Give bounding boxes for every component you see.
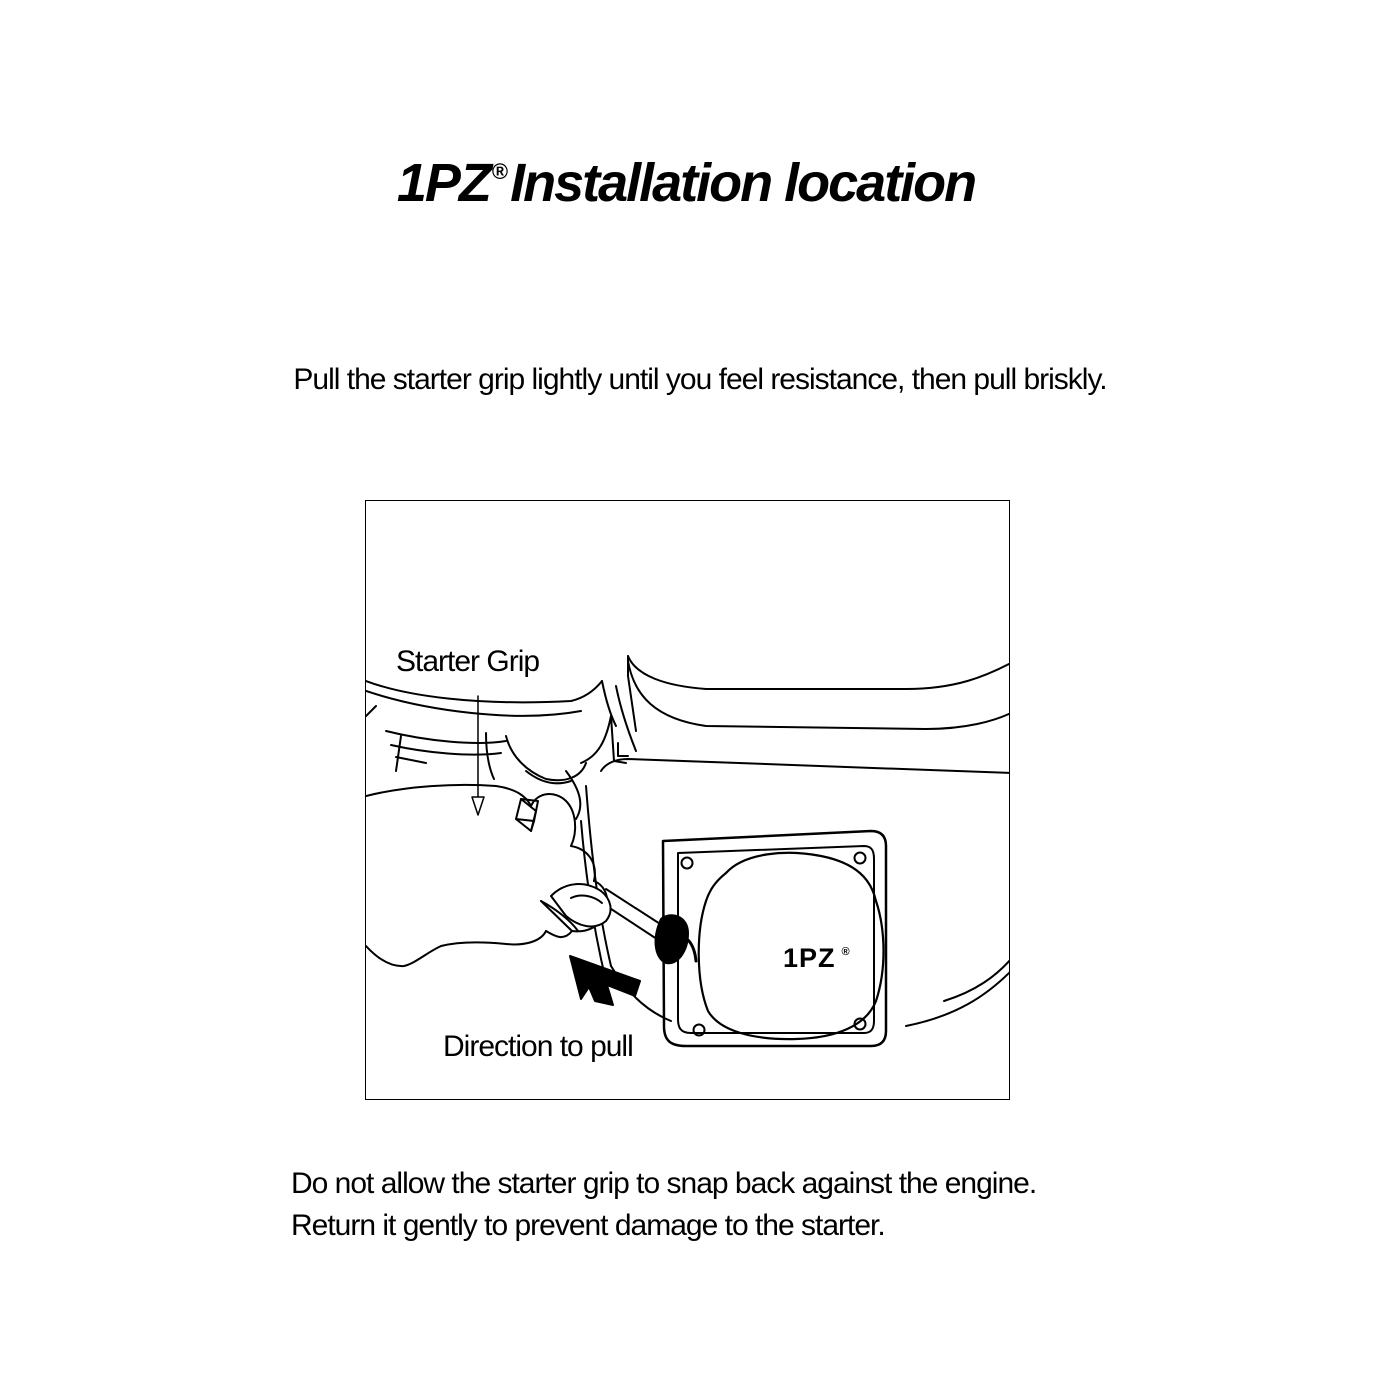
page-title <box>0 148 1372 229</box>
installation-illustration <box>365 500 1010 1100</box>
direction-to-pull-label: Direction to pull <box>443 1030 633 1063</box>
intro-instruction: Pull the starter grip lightly until you feel resistance, then pull briskly. <box>293 363 1107 396</box>
warning-line-2: Return it gently to prevent damage to the starter. <box>291 1209 885 1242</box>
starter-cover-brand <box>783 943 851 974</box>
cover-registered-mark: ® <box>841 946 851 958</box>
engine-line-drawing <box>366 501 1010 1100</box>
cover-brand-text: 1PZ <box>783 943 836 973</box>
registered-mark: ® <box>491 159 507 184</box>
title-brand: 1PZ <box>396 153 490 213</box>
starter-grip-label: Starter Grip <box>396 645 540 678</box>
warning-note <box>291 1163 1291 1247</box>
title-text: Installation location <box>510 153 976 213</box>
warning-line-1: Do not allow the starter grip to snap back against the engine. <box>291 1167 1037 1200</box>
